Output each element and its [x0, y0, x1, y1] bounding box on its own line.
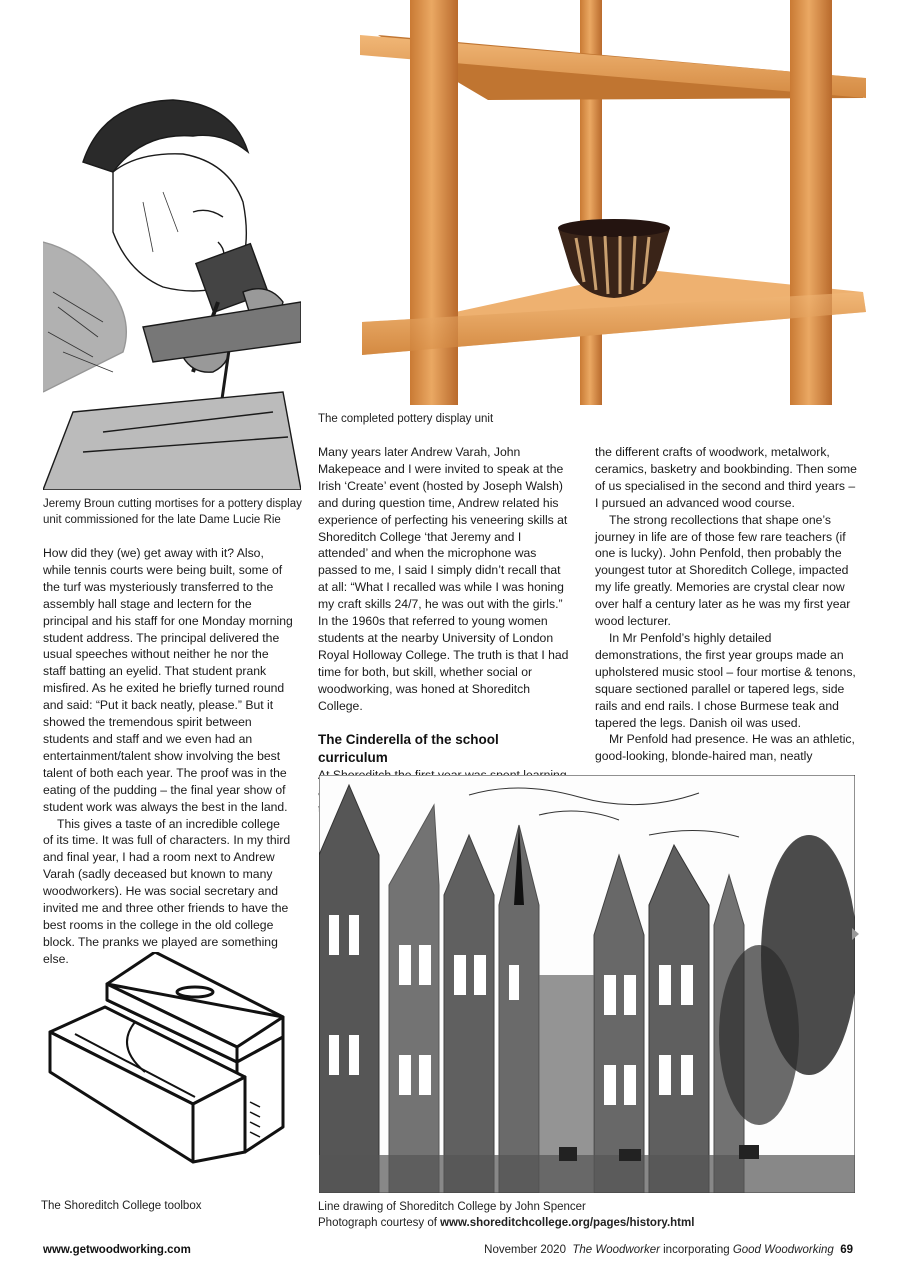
college-caption: Line drawing of Shoreditch College by John Spencer Photograph courtesy of www.shoreditchcollege.org/pages/history.html	[318, 1201, 695, 1229]
broun-sketch-caption: Jeremy Broun cutting mortises for a pottery display unit commissioned for the late Dame Lucie Rie	[43, 498, 302, 526]
toolbox-drawing	[45, 952, 285, 1167]
col3-paragraph: the different crafts of woodwork, metalwork, ceramics, basketry and bookbinding. Then some of us specialised in the second and third years – I pursued an advanced wood course.	[595, 445, 857, 510]
broun-sketch-image	[43, 92, 301, 490]
page-number: 69	[840, 1244, 853, 1256]
col3-paragraph: Mr Penfold had presence. He was an athletic, good-looking, blonde-haired man, neatly	[595, 732, 855, 764]
section-heading: The Cinderella of the school curriculum	[318, 732, 499, 766]
pottery-display-photo	[318, 0, 868, 405]
col1-paragraph: This gives a taste of an incredible college of its time. It was full of characters. In my third and final year, I had a room next to Andrew Varah (sadly deceased but known to many woodworkers). He was social secretary and invited me and three other friends to have the best rooms in the college in the old college block. The pranks we played are something else.	[43, 816, 291, 966]
college-line-drawing	[319, 775, 855, 1193]
history-link[interactable]: www.shoreditchcollege.org/pages/history.html	[440, 1217, 695, 1229]
page-turn-arrow-icon	[852, 928, 859, 940]
shelf-photo-caption: The completed pottery display unit	[318, 413, 494, 425]
col2-paragraph: Many years later Andrew Varah, John Makepeace and I were invited to speak at the Irish ‘Create’ event (hosted by Joseph Walsh) and during question time, Andrew related his experience of perfecting his veneering skills at Shoreditch College ‘that Jeremy and I attended’ and when the microphone was passed to me, I said I simply didn’t recall that at all: “What I recalled was while I was honing my craft skills 24/7, he was out with the girls.” In the 1960s that referred to young women students at the nearby University of London Royal Holloway College. The truth is that I had time for both, but skill, whether social or woodworking, was honed at Shoreditch College.	[318, 445, 569, 713]
footer-website: www.getwoodworking.com	[43, 1244, 191, 1256]
article-column-3	[595, 444, 857, 765]
footer-issue: November 2020 The Woodworker incorporating Good Woodworking 69	[484, 1244, 853, 1256]
col3-paragraph: In Mr Penfold’s highly detailed demonstrations, the first year groups made an upholstered music stool – four mortise & tenons, square sectioned parallel or tapered legs, side rails and end rails. I chose Burmese teak and tapered the legs. Danish oil was used.	[595, 630, 856, 730]
article-column-2	[318, 444, 570, 818]
toolbox-caption: The Shoreditch College toolbox	[41, 1200, 202, 1212]
article-column-1	[43, 545, 293, 968]
col3-paragraph: The strong recollections that shape one’s journey in life are of those few rare teachers (if one is lucky). John Penfold, then probably the youngest tutor at Shoreditch College, impacted my life greatly. Memories are crystal clear now over half a century later as he was my first year wood lecturer.	[595, 512, 851, 629]
col1-paragraph: How did they (we) get away with it? Also, while tennis courts were being built, some of the turf was mysteriously transferred to the assembly hall stage and lectern for the principal and his staff for one Monday morning student address. The principal delivered the usual speeches without neither he nor the staff batting an eyelid. That student prank misfired. As he exited he briefly turned round and said: “Put it back neatly, please.” But it showed the tremendous spirit between students and staff and we even had an entertainment/talent show involving the best talent of both each year. The proof was in the eating of the pudding – the final year show of student work was always the best in the land.	[43, 546, 293, 814]
